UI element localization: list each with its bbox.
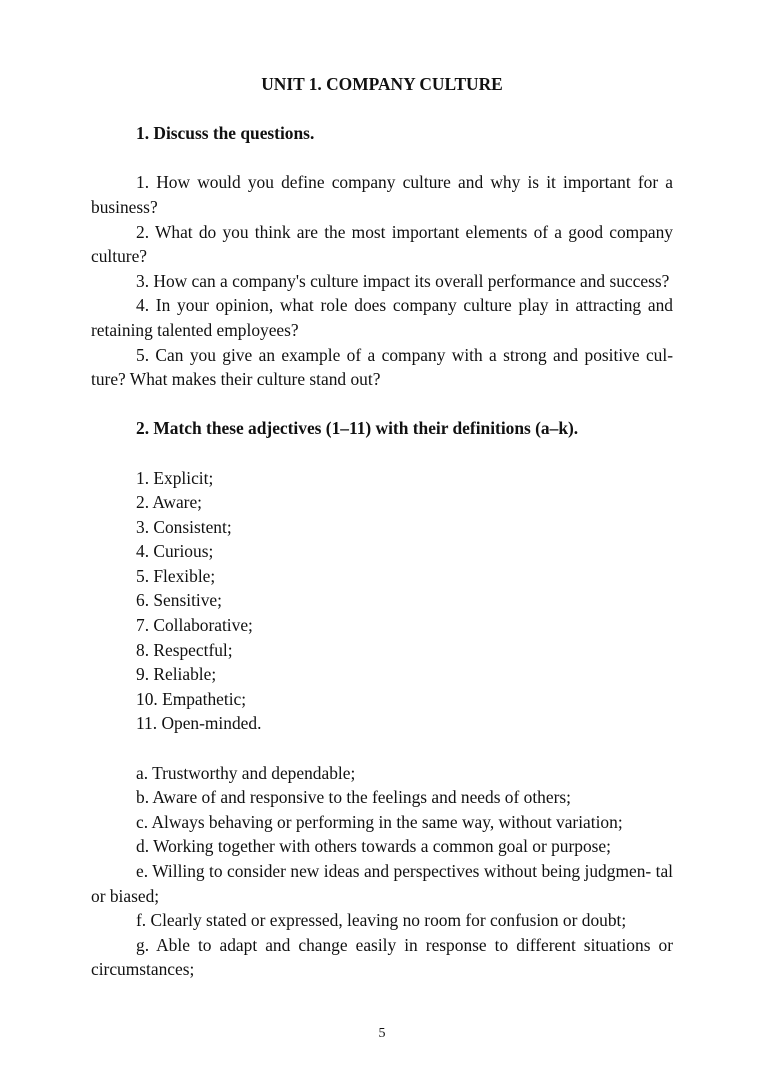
definition-item: e. Willing to consider new ideas and perspectives without being judgmen- tal or biased; [91, 861, 673, 906]
page-number: 5 [378, 1026, 386, 1041]
definition-item: g. Able to adapt and change easily in response to different situations or circumstances; [91, 934, 673, 980]
question-item: 1. How would you define company culture and why is it important for a business? [91, 172, 673, 217]
spacer [91, 146, 673, 171]
question-item: 4. In your opinion, what role does company culture play in attracting and retaining talented employees? [91, 295, 673, 340]
adjective-item: 9. Reliable; [136, 664, 217, 685]
adjective-item: 6. Sensitive; [136, 590, 222, 611]
question-item: 5. Can you give an example of a company with a strong and positive cul- ture? What makes their culture stand out? [91, 344, 673, 390]
page-content [91, 72, 673, 982]
adjective-item: 11. Open-minded. [136, 713, 262, 734]
unit-title: UNIT 1. COMPANY CULTURE [261, 74, 503, 94]
section-2-heading: 2. Match these adjectives (1–11) with their definitions (a–k). [136, 418, 579, 439]
adjective-item: 4. Curious; [136, 541, 214, 562]
adjective-item: 8. Respectful; [136, 639, 233, 660]
definitions-list [91, 761, 673, 982]
adjectives-list [91, 466, 673, 737]
adjective-item: 1. Explicit; [136, 467, 214, 488]
spacer [91, 441, 673, 466]
question-item: 3. How can a company's culture impact its overall performance and success? [136, 270, 670, 291]
adjective-item: 7. Collaborative; [136, 615, 253, 636]
definition-item: b. Aware of and responsive to the feelings and needs of others; [136, 787, 571, 808]
adjective-item: 3. Consistent; [136, 516, 232, 537]
adjective-item: 2. Aware; [136, 492, 203, 513]
question-item: 2. What do you think are the most important elements of a good company culture? [91, 221, 673, 267]
spacer [91, 736, 673, 761]
definition-item: f. Clearly stated or expressed, leaving no room for confusion or doubt; [136, 910, 627, 931]
spacer [91, 392, 673, 417]
adjective-item: 5. Flexible; [136, 565, 216, 586]
discussion-questions [91, 170, 673, 391]
definition-item: a. Trustworthy and dependable; [136, 762, 356, 783]
adjective-item: 10. Empathetic; [136, 688, 247, 709]
definition-item: d. Working together with others towards a common goal or purpose; [136, 836, 611, 857]
definition-item: c. Always behaving or performing in the same way, without variation; [136, 811, 623, 832]
section-1-heading: 1. Discuss the questions. [136, 123, 315, 144]
spacer [91, 97, 673, 122]
